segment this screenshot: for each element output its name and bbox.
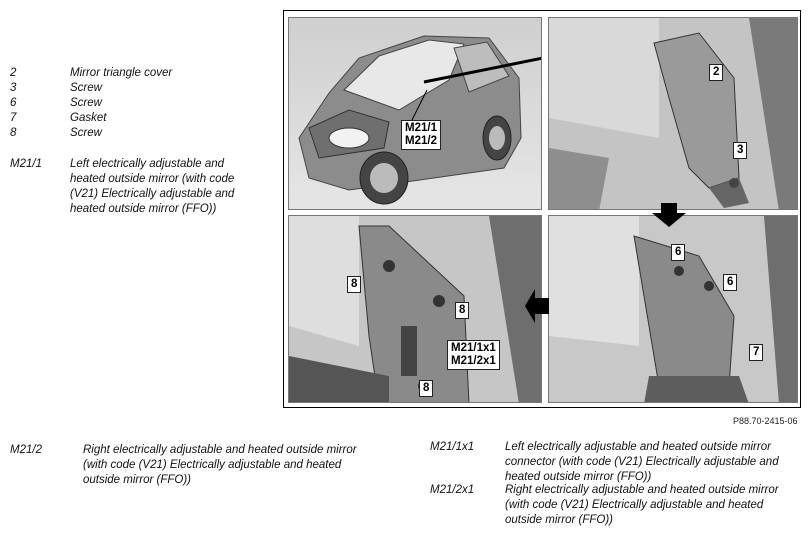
car-illustration (289, 18, 542, 210)
callout-m21-1x1-m21-2x1 (447, 340, 500, 370)
callout-label: M21/1x1 (451, 342, 496, 354)
connectors-illustration (289, 216, 542, 403)
mirror-cover-illustration (549, 18, 798, 210)
legend-code: 8 (10, 127, 17, 139)
legend-item (10, 443, 380, 509)
legend-desc: Screw (70, 97, 102, 109)
callout-label: M21/2 (405, 135, 437, 147)
callout-7: 7 (749, 344, 763, 361)
legend-desc: Screw (70, 127, 102, 139)
callout-3: 3 (733, 142, 747, 159)
callout-m21-1-m21-2 (401, 120, 441, 150)
legend-item (10, 157, 270, 227)
legend-desc: Gasket (70, 112, 107, 124)
legend-code: M21/2x1 (430, 484, 475, 496)
callout-label: M21/1 (405, 122, 437, 134)
panel-car (288, 17, 542, 210)
legend-item (430, 483, 800, 529)
panel-mirror-gasket (548, 215, 798, 403)
figure-caption: P88.70-2415-06 (733, 416, 798, 426)
legend-desc: Right electrically adjustable and heated outside mirror (with code (V21) Electrically adjustable and heated outside mirror (FFO)) (505, 484, 779, 526)
legend-bottom-right (430, 440, 800, 534)
legend-bottom-left (10, 443, 380, 513)
legend-code: 7 (10, 112, 17, 124)
left-arrow-icon (525, 289, 549, 323)
legend-desc: Left electrically adjustable and heated outside mirror (with code (V21) Electrically adjustable and heated outside mirror (FFO)) (70, 158, 235, 215)
legend-code: M21/2 (10, 444, 42, 456)
callout-6: 6 (671, 244, 685, 261)
callout-8: 8 (455, 302, 469, 319)
panel-mirror-cover (548, 17, 798, 210)
figure-frame (283, 10, 801, 408)
legend-top (10, 66, 270, 236)
callout-8: 8 (347, 276, 361, 293)
down-arrow-icon (652, 203, 686, 227)
legend-code: 3 (10, 82, 17, 94)
callout-8: 8 (419, 380, 433, 397)
legend-code: M21/1x1 (430, 441, 475, 453)
legend-desc: Right electrically adjustable and heated outside mirror (with code (V21) Electrically adjustable and heated outside mirror (FFO)) (83, 444, 357, 486)
legend-desc: Screw (70, 82, 102, 94)
callout-label: M21/2x1 (451, 355, 496, 367)
legend-item (430, 440, 800, 486)
legend-code: M21/1 (10, 158, 42, 170)
callout-2: 2 (709, 64, 723, 81)
panel-connectors (288, 215, 542, 403)
legend-desc: Left electrically adjustable and heated outside mirror connector (with code (V21) Electrically adjustable and heated outside mirror (FFO)) (505, 441, 779, 483)
legend-desc: Mirror triangle cover (70, 67, 173, 79)
callout-6: 6 (723, 274, 737, 291)
legend-code: 2 (10, 67, 17, 79)
legend-code: 6 (10, 97, 17, 109)
